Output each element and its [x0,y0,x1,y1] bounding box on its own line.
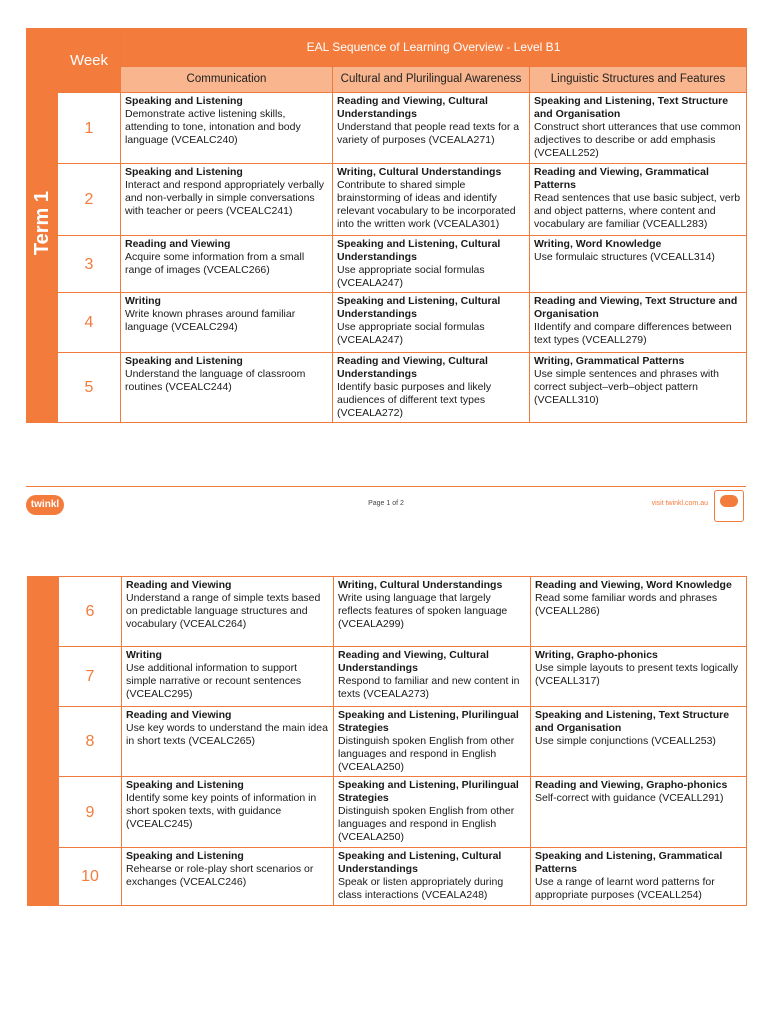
strand-title: Writing, Word Knowledge [534,238,662,250]
outcome-cell [122,577,334,647]
outcome-description: Rehearse or role-play short scenarios or exchanges (VCEALC246) [126,863,314,888]
outcome-description: Identify basic purposes and likely audiences of different text types (VCEALA272) [337,381,492,419]
quality-badge-icon [714,490,744,522]
strand-title: Speaking and Listening [126,850,244,862]
outcome-description: Use appropriate social formulas (VCEALA247) [337,264,485,289]
outcome-cell [121,293,333,353]
outcome-description: Understand that people read texts for a variety of purposes (VCEALA271) [337,121,520,146]
week-row [28,848,747,906]
strand-title: Reading and Viewing, Text Structure and Organisation [534,295,738,320]
outcome-description: Write known phrases around familiar language (VCEALC294) [125,308,296,333]
week-number: 4 [58,293,121,353]
strand-title: Speaking and Listening, Cultural Understandings [338,850,502,875]
outcome-description: Use key words to understand the main idea in short texts (VCEALC265) [126,722,328,747]
outcome-description: Self-correct with guidance (VCEALL291) [535,792,724,804]
strand-title: Speaking and Listening [126,779,244,791]
outcome-description: Construct short utterances that use common adjectives to describe or add emphasis (VCEALL252) [534,121,741,159]
strand-title: Reading and Viewing, Cultural Understandings [338,649,489,674]
outcome-cell [333,93,530,164]
strand-title: Speaking and Listening, Plurilingual Strategies [338,779,519,804]
week-number: 5 [58,353,121,423]
term-label-cell [27,29,58,423]
outcome-cell [122,777,334,848]
outcome-cell [334,577,531,647]
learning-overview-table-page-2 [27,576,747,906]
page-number: Page 1 of 2 [368,500,404,507]
outcome-cell [122,647,334,707]
outcome-description: Distinguish spoken English from other languages and respond in English (VCEALA250) [338,805,515,843]
week-row [28,577,747,647]
week-row [27,93,747,164]
strand-title: Writing [125,295,161,307]
outcome-description: Distinguish spoken English from other languages and respond in English (VCEALA250) [338,735,515,773]
outcome-description: Use simple conjunctions (VCEALL253) [535,735,716,747]
outcome-description: IIdentify and compare differences between text types (VCEALL279) [534,321,732,346]
outcome-description: Read some familiar words and phrases (VCEALL286) [535,592,718,617]
week-number: 1 [58,93,121,164]
outcome-cell [530,93,747,164]
page-footer [26,486,746,523]
strand-title: Reading and Viewing [125,238,231,250]
strand-title: Writing, Cultural Understandings [337,166,502,178]
term-side-cell [28,848,59,906]
outcome-cell [334,647,531,707]
outcome-description: Use appropriate social formulas (VCEALA247) [337,321,485,346]
term-side-cell [28,647,59,707]
outcome-description: Read sentences that use basic subject, verb and object patterns, where content and vocabulary are familiar (VCEALL283) [534,192,741,230]
strand-title: Reading and Viewing, Grapho-phonics [535,779,728,791]
strand-title: Speaking and Listening [125,355,243,367]
twinkl-logo: twinkl [26,495,64,515]
term-label: Term 1 [30,191,53,256]
strand-title: Reading and Viewing [126,709,232,721]
strand-title: Speaking and Listening, Text Structure and Organisation [534,95,729,120]
week-row [28,647,747,707]
outcome-cell [334,707,531,777]
outcome-description: Respond to familiar and new content in texts (VCEALA273) [338,675,520,700]
week-number: 10 [59,848,122,906]
outcome-cell [530,164,747,236]
strand-title: Reading and Viewing, Cultural Understandings [337,355,488,380]
outcome-cell [531,647,747,707]
week-number: 6 [59,577,122,647]
week-number: 7 [59,647,122,707]
strand-title: Speaking and Listening, Cultural Understandings [337,295,501,320]
strand-title: Reading and Viewing, Grammatical Patterns [534,166,709,191]
week-row [27,293,747,353]
strand-title: Writing [126,649,162,661]
outcome-description: Speak or listen appropriately during class interactions (VCEALA248) [338,876,504,901]
strand-title: Reading and Viewing, Cultural Understandings [337,95,488,120]
outcome-description: Demonstrate active listening skills, attending to tone, intonation and body language (VCEALC240) [125,108,301,146]
website-link[interactable]: visit twinkl.com.au [651,500,708,507]
outcome-cell [334,848,531,906]
outcome-cell [531,707,747,777]
week-header: Week [58,29,121,93]
week-number: 2 [58,164,121,236]
strand-title: Reading and Viewing [126,579,232,591]
outcome-cell [530,353,747,423]
outcome-cell [531,577,747,647]
column-header-cultural: Cultural and Plurilingual Awareness [333,67,530,93]
week-number: 8 [59,707,122,777]
outcome-description: Understand the language of classroom routines (VCEALC244) [125,368,306,393]
outcome-cell [122,848,334,906]
column-header-communication: Communication [121,67,333,93]
outcome-cell [121,164,333,236]
week-row [27,236,747,293]
outcome-description: Understand a range of simple texts based on predictable language structures and vocabulary (VCEALC264) [126,592,321,630]
table-title: EAL Sequence of Learning Overview - Level B1 [121,29,747,67]
strand-title: Writing, Grammatical Patterns [534,355,685,367]
week-row [27,164,747,236]
outcome-cell [333,164,530,236]
outcome-description: Use formulaic structures (VCEALL314) [534,251,715,263]
outcome-description: Use a range of learnt word patterns for appropriate purposes (VCEALL254) [535,876,715,901]
outcome-cell [334,777,531,848]
week-number: 3 [58,236,121,293]
strand-title: Speaking and Listening, Cultural Understandings [337,238,501,263]
outcome-cell [121,353,333,423]
outcome-cell [122,707,334,777]
outcome-cell [333,353,530,423]
week-row [27,353,747,423]
week-number: 9 [59,777,122,848]
strand-title: Speaking and Listening [125,95,243,107]
outcome-description: Write using language that largely reflects features of spoken language (VCEALA299) [338,592,508,630]
outcome-description: Use simple sentences and phrases with correct subject–verb–object pattern (VCEALL310) [534,368,720,406]
strand-title: Reading and Viewing, Word Knowledge [535,579,732,591]
strand-title: Speaking and Listening, Plurilingual Strategies [338,709,519,734]
strand-title: Speaking and Listening [125,166,243,178]
strand-title: Writing, Cultural Understandings [338,579,503,591]
strand-title: Writing, Grapho-phonics [535,649,658,661]
outcome-description: Acquire some information from a small range of images (VCEALC266) [125,251,305,276]
strand-title: Speaking and Listening, Grammatical Patterns [535,850,723,875]
outcome-cell [530,236,747,293]
week-row [28,707,747,777]
term-side-cell [28,777,59,848]
outcome-cell [333,293,530,353]
outcome-cell [121,93,333,164]
strand-title: Speaking and Listening, Text Structure and Organisation [535,709,730,734]
outcome-cell [333,236,530,293]
outcome-description: Interact and respond appropriately verbally and non-verbally in simple conversations with teacher or peers (VCEALC241) [125,179,325,217]
outcome-cell [531,848,747,906]
outcome-cell [121,236,333,293]
term-side-cell [28,707,59,777]
outcome-cell [531,777,747,848]
outcome-description: Use additional information to support simple narrative or recount sentences (VCEALC295) [126,662,302,700]
term-side-cell [28,577,59,647]
learning-overview-table-page-1 [26,28,747,423]
outcome-description: Use simple layouts to present texts logically (VCEALL317) [535,662,739,687]
outcome-cell [530,293,747,353]
outcome-description: Identify some key points of information in short spoken texts, with guidance (VCEALC245) [126,792,317,830]
week-row [28,777,747,848]
outcome-description: Contribute to shared simple brainstorming of ideas and identify relevant vocabulary to be incorporated into the written work (VCEALA301) [337,179,516,230]
column-header-linguistic: Linguistic Structures and Features [530,67,747,93]
